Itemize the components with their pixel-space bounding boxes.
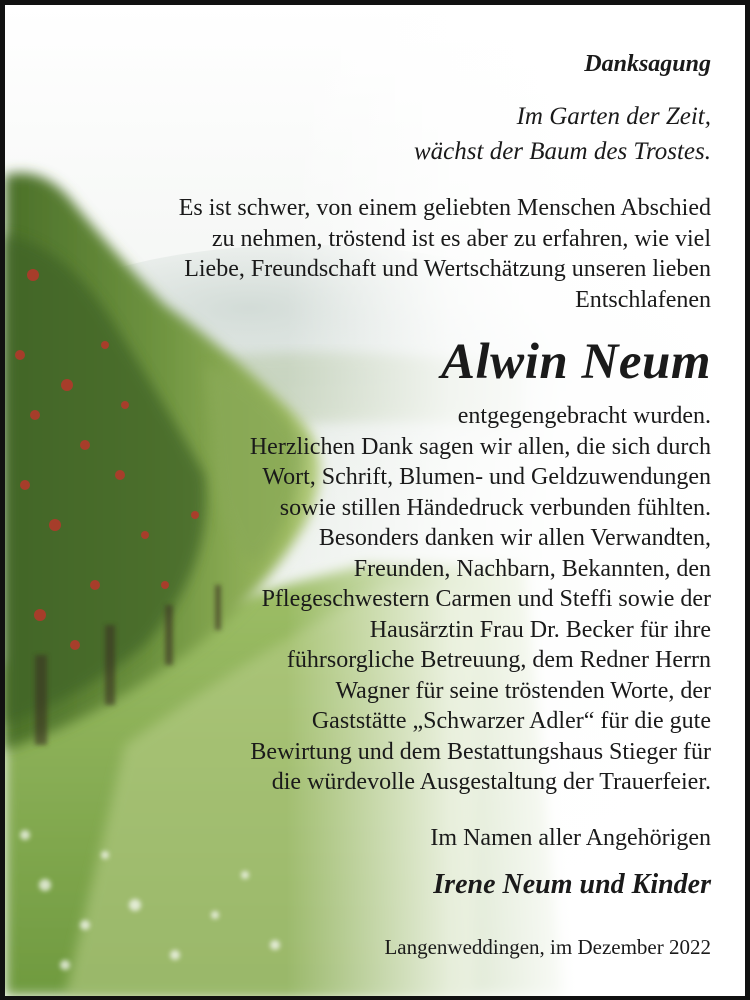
place-date: Langenweddingen, im Dezember 2022	[384, 935, 711, 959]
thanks-line: Wagner für seine tröstenden Worte, der	[335, 677, 711, 704]
intro-line: zu nehmen, tröstend ist es aber zu erfahren, wie viel	[211, 225, 711, 252]
intro-line: Es ist schwer, von einem geliebten Menschen Abschied	[178, 195, 711, 221]
thanks-paragraph	[250, 401, 711, 798]
thanks-line: sowie stillen Händedruck verbunden fühlten.	[279, 494, 711, 521]
thanks-line: Wort, Schrift, Blumen- und Geldzuwendungen	[262, 464, 711, 490]
motto-line: Im Garten der Zeit,	[516, 103, 711, 130]
deceased-name: Alwin Neum	[441, 334, 711, 390]
closing-line: Im Namen aller Angehörigen	[430, 825, 711, 851]
thanks-line: Freunden, Nachbarn, Bekannten, den	[353, 555, 711, 582]
thanks-line: Gaststätte „Schwarzer Adler“ für die gute	[311, 708, 711, 734]
thanks-line: die würdevolle Ausgestaltung der Trauerfeier.	[271, 769, 711, 795]
intro-paragraph	[179, 193, 711, 315]
notice-text	[5, 5, 745, 996]
notice-heading: Danksagung	[584, 51, 711, 77]
motto-line: wächst der Baum des Trostes.	[414, 138, 711, 165]
motto	[414, 99, 711, 169]
thanks-line: Pflegeschwestern Carmen und Steffi sowie der	[261, 586, 711, 612]
thanks-line: Bewirtung und dem Bestattungshaus Stieger für	[250, 738, 711, 765]
intro-line: Entschlafenen	[575, 286, 711, 313]
thanks-line: entgegengebracht wurden.	[457, 403, 711, 429]
signers: Irene Neum und Kinder	[433, 869, 711, 900]
thanks-line: Besonders danken wir allen Verwandten,	[318, 525, 711, 551]
intro-line: Liebe, Freundschaft und Wertschätzung unseren lieben	[184, 256, 711, 282]
thanks-line: führsorgliche Betreuung, dem Redner Herrn	[286, 647, 711, 673]
thanks-line: Herzlichen Dank sagen wir allen, die sich durch	[249, 433, 711, 460]
thanks-line: Hausärztin Frau Dr. Becker für ihre	[369, 616, 711, 643]
